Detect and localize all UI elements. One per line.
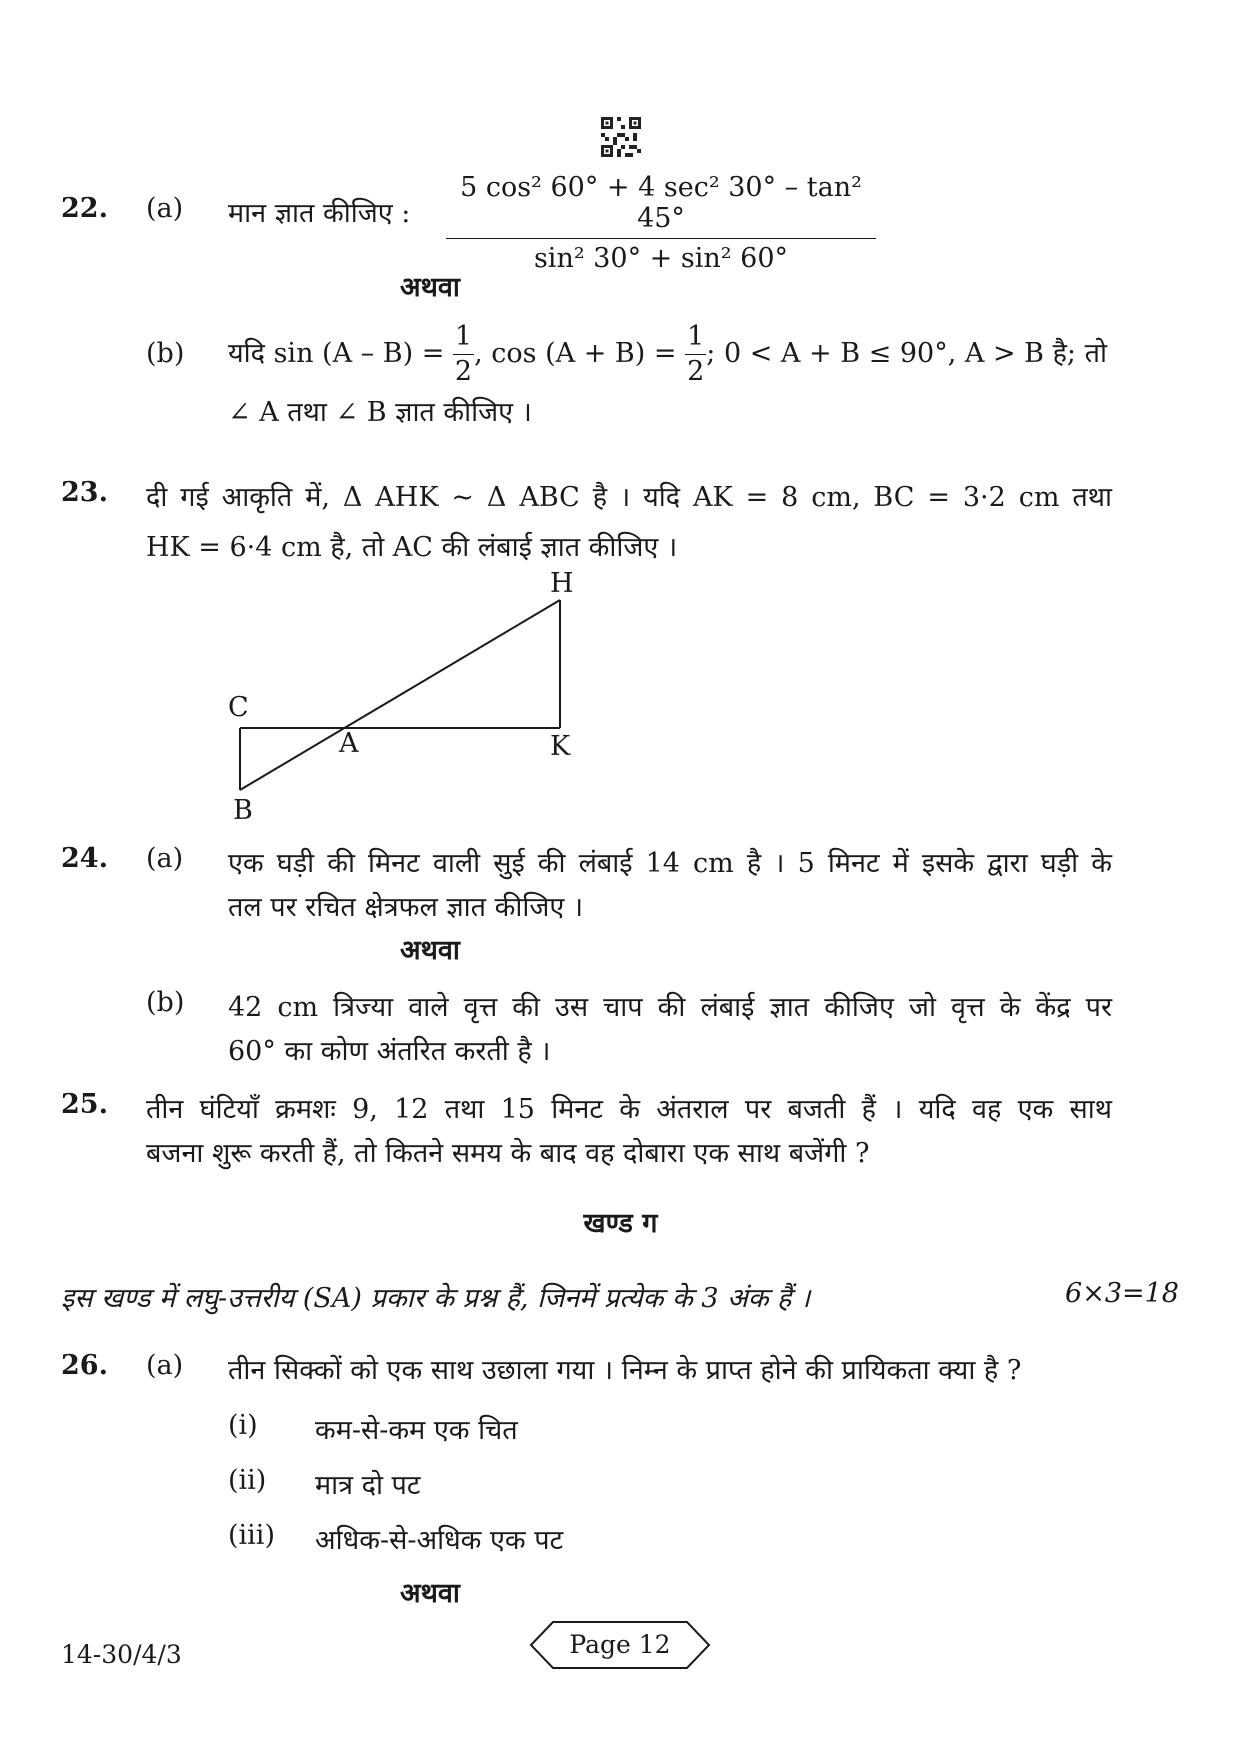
vertex-label-h: H bbox=[550, 568, 574, 599]
triangle-figure bbox=[200, 560, 600, 830]
q22a-denominator: sin² 30° + sin² 60° bbox=[533, 243, 789, 274]
vertex-label-b: B bbox=[233, 795, 253, 826]
question-number: 25. bbox=[61, 1089, 108, 1120]
q22a-prefix: मान ज्ञात कीजिए : bbox=[228, 198, 411, 229]
fraction-half: $\frac{1}{2}$ bbox=[454, 321, 473, 387]
q22b-text bbox=[228, 320, 1107, 389]
q22a-fraction bbox=[446, 172, 876, 274]
item-label: (ii) bbox=[228, 1465, 267, 1496]
item-label: (iii) bbox=[228, 1520, 275, 1551]
or-label: अथवा bbox=[400, 272, 460, 303]
q26a-text: तीन सिक्कों को एक साथ उछाला गया । निम्न के प्राप्त होने की प्रायिकता क्या है ? bbox=[228, 1355, 1022, 1386]
page-number: Page 12 bbox=[569, 1630, 671, 1659]
question-number: 23. bbox=[61, 477, 108, 508]
section-marks: 6×3=18 bbox=[1065, 1278, 1179, 1309]
fraction-half: $\frac{1}{2}$ bbox=[687, 321, 705, 387]
or-label: अथवा bbox=[400, 935, 460, 966]
q24a-line1: एक घड़ी की मिनट वाली सुई की लंबाई 14 cm है । 5 मिनट में इसके द्वारा घड़ी के bbox=[228, 848, 1112, 879]
subpart-label: (b) bbox=[146, 987, 185, 1018]
q22b-text-3: ; 0 < A + B ≤ 90°, A > B है; तो bbox=[706, 338, 1107, 369]
q24a-line2: तल पर रचित क्षेत्रफल ज्ञात कीजिए । bbox=[228, 892, 584, 923]
question-number: 26. bbox=[61, 1350, 108, 1381]
item-label: (i) bbox=[228, 1410, 258, 1441]
item-text: मात्र दो पट bbox=[315, 1470, 421, 1501]
vertex-label-k: K bbox=[550, 731, 571, 762]
subpart-label: (a) bbox=[146, 193, 184, 224]
section-title: खण्ड ग bbox=[583, 1208, 658, 1239]
q25-line1: तीन घंटियाँ क्रमशः 9, 12 तथा 15 मिनट के अंतराल पर बजती हैं । यदि वह एक साथ bbox=[146, 1094, 1112, 1125]
q22b-text-2: , cos (A + B) = bbox=[474, 338, 677, 369]
section-instruction: इस खण्ड में लघु-उत्तरीय (SA) प्रकार के प्रश्न हैं, जिनमें प्रत्येक के 3 अंक हैं । bbox=[61, 1283, 811, 1314]
or-label: अथवा bbox=[400, 1578, 460, 1609]
subpart-label: (a) bbox=[146, 1350, 184, 1381]
q24b-line1: 42 cm त्रिज्या वाले वृत्त की उस चाप की लंबाई ज्ञात कीजिए जो वृत्त के केंद्र पर bbox=[228, 992, 1112, 1023]
line-bh bbox=[240, 600, 560, 790]
subpart-label: (b) bbox=[146, 338, 185, 369]
q25-line2: बजना शुरू करती हैं, तो कितने समय के बाद वह दोबारा एक साथ बजेंगी ? bbox=[146, 1138, 870, 1169]
q24b-line2: 60° का कोण अंतरित करती है । bbox=[228, 1036, 551, 1067]
q22a-numerator: 5 cos² 60° + 4 sec² 30° – tan² 45° bbox=[446, 172, 876, 239]
vertex-label-c: C bbox=[228, 692, 249, 723]
question-number: 24. bbox=[61, 843, 108, 874]
q22b-line2: ∠ A तथा ∠ B ज्ञात कीजिए । bbox=[228, 397, 532, 428]
item-text: कम-से-कम एक चित bbox=[315, 1415, 518, 1446]
subpart-label: (a) bbox=[146, 843, 184, 874]
q22b-text-1: यदि sin (A – B) = bbox=[228, 338, 445, 369]
vertex-label-a: A bbox=[339, 728, 359, 759]
item-text: अधिक-से-अधिक एक पट bbox=[315, 1525, 564, 1556]
q23-line2: HK = 6·4 cm है, तो AC की लंबाई ज्ञात कीजिए । bbox=[146, 532, 678, 563]
q23-line1: दी गई आकृति में, Δ AHK ~ Δ ABC है । यदि AK = 8 cm, BC = 3·2 cm तथा bbox=[146, 482, 1112, 513]
paper-code: 14-30/4/3 bbox=[61, 1640, 182, 1669]
qr-code bbox=[601, 117, 641, 157]
question-number: 22. bbox=[61, 193, 108, 224]
